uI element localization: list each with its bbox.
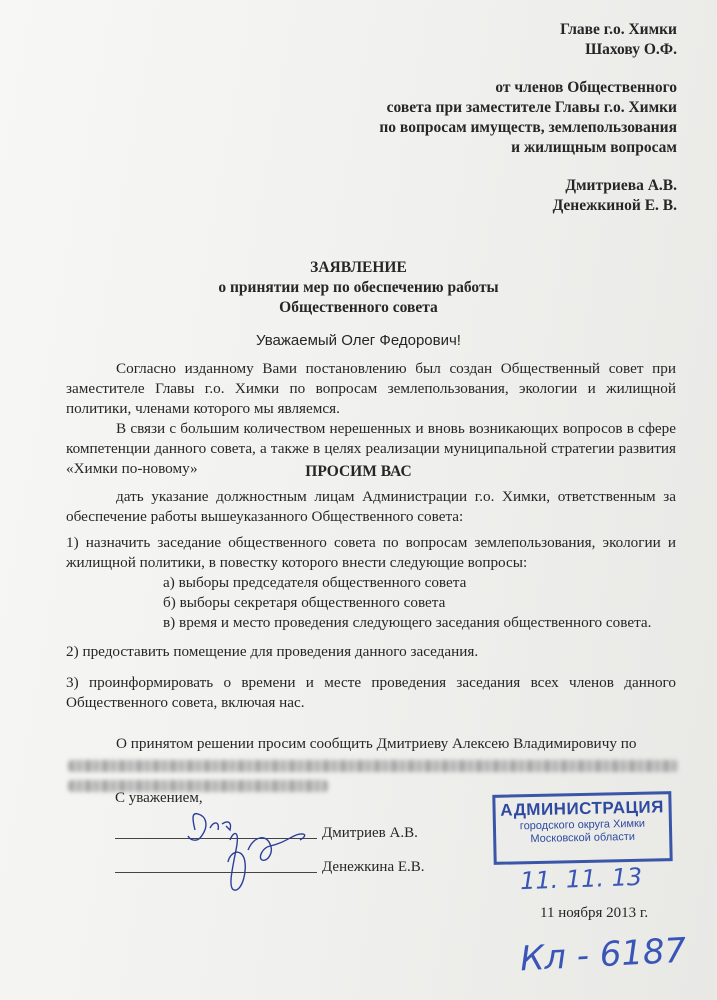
- paragraph: [66, 359, 676, 419]
- sender-line: от членов Общественного: [495, 79, 677, 96]
- request-item: [66, 673, 676, 713]
- stamp-line: Московской области: [530, 830, 636, 846]
- signer-name: Дмитриев А.В.: [322, 825, 418, 841]
- sub-item: б) выборы секретаря общественного совета: [163, 594, 446, 611]
- addressee-line: Главе г.о. Химки: [560, 21, 677, 38]
- paragraph-text: О принятом решении просим сообщить Дмитриеву Алексею Владимировичу по: [116, 735, 637, 752]
- document-title: [0, 258, 717, 318]
- request-item: [66, 533, 676, 573]
- request-item-text: 3) проинформировать о времени и месте проведения заседания всех членов данного Общественного совета, включая нас.: [66, 674, 676, 711]
- stamp-title: АДМИНИСТРАЦИЯ: [500, 797, 665, 820]
- addressee-block: [379, 20, 677, 216]
- sender-name: Денежкиной Е. В.: [552, 197, 677, 214]
- request-item-text: 2) предоставить помещение для проведения данного заседания.: [66, 643, 479, 660]
- stamp-line: городского округа Химки: [519, 817, 646, 833]
- redacted-text: [68, 760, 678, 772]
- sub-item: а) выборы председателя общественного совета: [163, 574, 467, 591]
- sender-line: по вопросам имуществ, землепользования: [379, 119, 677, 136]
- sender-line: и жилищным вопросам: [511, 139, 677, 156]
- signer-name: Денежкина Е.В.: [322, 859, 425, 875]
- handwritten-reg-number: Кл - 6187: [519, 930, 688, 980]
- paragraph-text: дать указание должностным лицам Администрации г.о. Химки, ответственным за обеспечение работы вышеуказанного Общественного совета:: [66, 488, 676, 525]
- sub-item: в) время и место проведения следующего заседания общественного совета.: [163, 614, 652, 631]
- title-sub: Общественного совета: [279, 299, 438, 316]
- title-main: ЗАЯВЛЕНИЕ: [310, 259, 407, 276]
- request-heading: ПРОСИМ ВАС: [305, 463, 412, 480]
- paragraph-text: В связи с большим количеством нерешенных и вновь возникающих вопросов в сфере компетенции данного совета, а также в целях реализации муниципальной стратегии развития «Химки по-новому»: [66, 420, 676, 477]
- request-item: [66, 642, 676, 662]
- paragraph: [66, 734, 676, 754]
- regards: С уважением,: [115, 790, 203, 806]
- greeting: Уважаемый Олег Федорович!: [256, 332, 461, 349]
- paragraph-text: Согласно изданному Вами постановлению был создан Общественный совет при заместителе Главы г.о. Химки по вопросам землепользования, экологии и жилищной политики, членами которого мы являемся.: [66, 360, 676, 417]
- printed-date: 11 ноября 2013 г.: [540, 905, 649, 921]
- handwritten-signature: [170, 800, 320, 910]
- addressee-line: Шахову О.Ф.: [585, 41, 677, 58]
- administration-stamp: [492, 791, 672, 865]
- handwritten-date: 11. 11. 13: [519, 862, 643, 896]
- request-item-text: 1) назначить заседание общественного совета по вопросам землепользования, экологии и жилищной политики, в повестку которого внести следующие вопросы:: [66, 534, 676, 571]
- title-sub: о принятии мер по обеспечению работы: [218, 279, 499, 296]
- sender-name: Дмитриева А.В.: [565, 177, 677, 194]
- paragraph: [66, 487, 676, 527]
- sender-line: совета при заместителе Главы г.о. Химки: [386, 99, 677, 116]
